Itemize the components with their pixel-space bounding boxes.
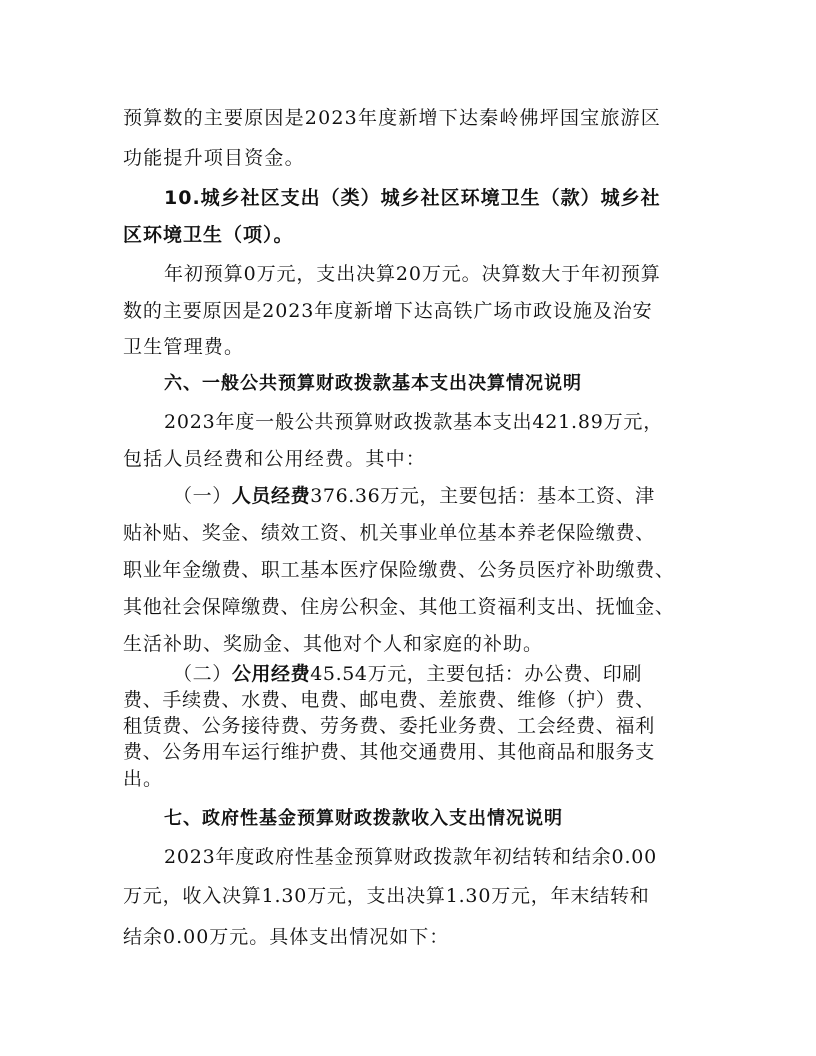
paragraph-line: 费、手续费、水费、电费、邮电费、差旅费、维修（护）费、 [123, 689, 655, 711]
paragraph-line: 功能提升项目资金。 [123, 147, 305, 169]
paragraph-line: 预算数的主要原因是2023年度新增下达秦岭佛坪国宝旅游区 [123, 107, 661, 129]
paragraph-line: 结余0.00万元。具体支出情况如下： [123, 926, 450, 948]
paragraph-line: 数的主要原因是2023年度新增下达高铁广场市政设施及治安 [123, 300, 653, 322]
section-subheading: 10.城乡社区支出（类）城乡社区环境卫生（款）城乡社 [164, 187, 661, 209]
list-marker: （一） [173, 485, 232, 507]
section-subheading: 区环境卫生（项）。 [123, 224, 294, 246]
section-heading: 六、一般公共预算财政拨款基本支出决算情况说明 [164, 373, 582, 394]
paragraph-line: 职业年金缴费、职工基本医疗保险缴费、公务员医疗补助缴费、 [123, 559, 675, 581]
public-expense-term: 公用经费 [231, 663, 311, 685]
paragraph-line: 其他社会保障缴费、住房公积金、其他工资福利支出、抚恤金、 [123, 596, 675, 618]
paragraph-line: 租赁费、公务接待费、劳务费、委托业务费、工会经费、福利 [123, 715, 655, 737]
paragraph-line: 2023年度政府性基金预算财政拨款年初结转和结余0.00 [164, 846, 658, 868]
section-heading: 七、政府性基金预算财政拨款收入支出情况说明 [164, 808, 563, 829]
paragraph-line: 出。 [123, 768, 164, 790]
paragraph-line: 年初预算0万元，支出决算20万元。决算数大于年初预算 [164, 263, 661, 285]
paragraph-line: 贴补贴、奖金、绩效工资、机关事业单位基本养老保险缴费、 [123, 522, 655, 544]
paragraph-line: 生活补助、奖励金、其他对个人和家庭的补助。 [123, 633, 544, 655]
personnel-expense-term: 人员经费 [231, 485, 311, 507]
public-expense-detail: 45.54万元，主要包括：办公费、印刷 [310, 663, 643, 685]
paragraph-line: 2023年度一般公共预算财政拨款基本支出421.89万元， [164, 411, 664, 433]
list-marker: （二） [173, 663, 232, 685]
paragraph-line-personnel [173, 484, 655, 508]
paragraph-line-public [173, 662, 642, 686]
paragraph-line: 包括人员经费和公用经费。其中： [123, 448, 427, 470]
personnel-expense-detail: 376.36万元，主要包括：基本工资、津 [310, 485, 655, 507]
paragraph-line: 万元，收入决算1.30万元，支出决算1.30万元，年末结转和 [123, 885, 650, 907]
paragraph-line: 卫生管理费。 [123, 336, 245, 358]
paragraph-line: 费、公务用车运行维护费、其他交通费用、其他商品和服务支 [123, 741, 655, 763]
